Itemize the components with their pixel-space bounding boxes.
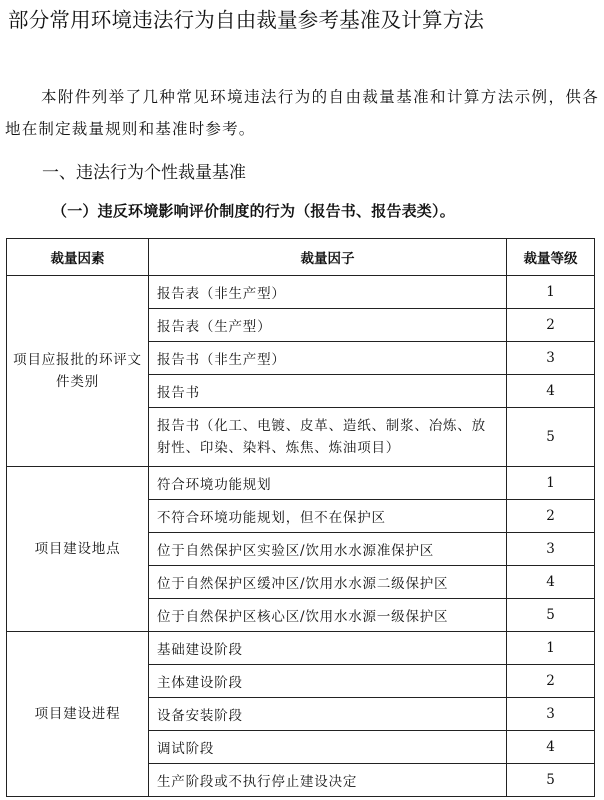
category-cell: 项目建设进程 bbox=[7, 632, 149, 797]
factor-cell: 报告书（化工、电镀、皮革、造纸、制浆、冶炼、放射性、印染、染料、炼焦、炼油项目） bbox=[149, 408, 507, 467]
category-cell: 项目建设地点 bbox=[7, 467, 149, 632]
discretion-table bbox=[6, 238, 595, 797]
level-cell: 1 bbox=[507, 632, 595, 665]
level-cell: 2 bbox=[507, 665, 595, 698]
sub-heading: （一）违反环境影响评价制度的行为（报告书、报告表类）。 bbox=[52, 202, 455, 220]
table-row bbox=[7, 632, 595, 665]
level-cell: 2 bbox=[507, 500, 595, 533]
header-factor: 裁量因子 bbox=[149, 239, 507, 276]
level-cell: 4 bbox=[507, 731, 595, 764]
level-cell: 5 bbox=[507, 764, 595, 797]
document-title: 部分常用环境违法行为自由裁量参考基准及计算方法 bbox=[8, 8, 485, 32]
factor-cell: 符合环境功能规划 bbox=[149, 467, 507, 500]
level-cell: 3 bbox=[507, 533, 595, 566]
level-cell: 4 bbox=[507, 375, 595, 408]
category-cell: 项目应报批的环评文件类别 bbox=[7, 276, 149, 467]
factor-cell: 报告表（非生产型） bbox=[149, 276, 507, 309]
factor-cell: 报告表（生产型） bbox=[149, 309, 507, 342]
factor-cell: 位于自然保护区核心区/饮用水水源一级保护区 bbox=[149, 599, 507, 632]
factor-cell: 报告书（非生产型） bbox=[149, 342, 507, 375]
level-cell: 3 bbox=[507, 698, 595, 731]
level-cell: 1 bbox=[507, 467, 595, 500]
factor-cell: 不符合环境功能规划，但不在保护区 bbox=[149, 500, 507, 533]
factor-cell: 位于自然保护区实验区/饮用水水源准保护区 bbox=[149, 533, 507, 566]
factor-cell: 主体建设阶段 bbox=[149, 665, 507, 698]
level-cell: 5 bbox=[507, 408, 595, 467]
factor-cell: 基础建设阶段 bbox=[149, 632, 507, 665]
factor-cell: 位于自然保护区缓冲区/饮用水水源二级保护区 bbox=[149, 566, 507, 599]
intro-paragraph: 本附件列举了几种常见环境违法行为的自由裁量基准和计算方法示例，供各地在制定裁量规则和基准时参考。 bbox=[5, 88, 599, 138]
factor-cell: 设备安装阶段 bbox=[149, 698, 507, 731]
table-header-row bbox=[7, 239, 595, 276]
factor-cell: 报告书 bbox=[149, 375, 507, 408]
header-factor-category: 裁量因素 bbox=[7, 239, 149, 276]
factor-cell: 调试阶段 bbox=[149, 731, 507, 764]
level-cell: 4 bbox=[507, 566, 595, 599]
level-cell: 5 bbox=[507, 599, 595, 632]
table-row bbox=[7, 276, 595, 309]
factor-cell: 生产阶段或不执行停止建设决定 bbox=[149, 764, 507, 797]
section-heading: 一、违法行为个性裁量基准 bbox=[42, 163, 246, 183]
level-cell: 3 bbox=[507, 342, 595, 375]
table-row bbox=[7, 467, 595, 500]
level-cell: 1 bbox=[507, 276, 595, 309]
level-cell: 2 bbox=[507, 309, 595, 342]
header-level: 裁量等级 bbox=[507, 239, 595, 276]
